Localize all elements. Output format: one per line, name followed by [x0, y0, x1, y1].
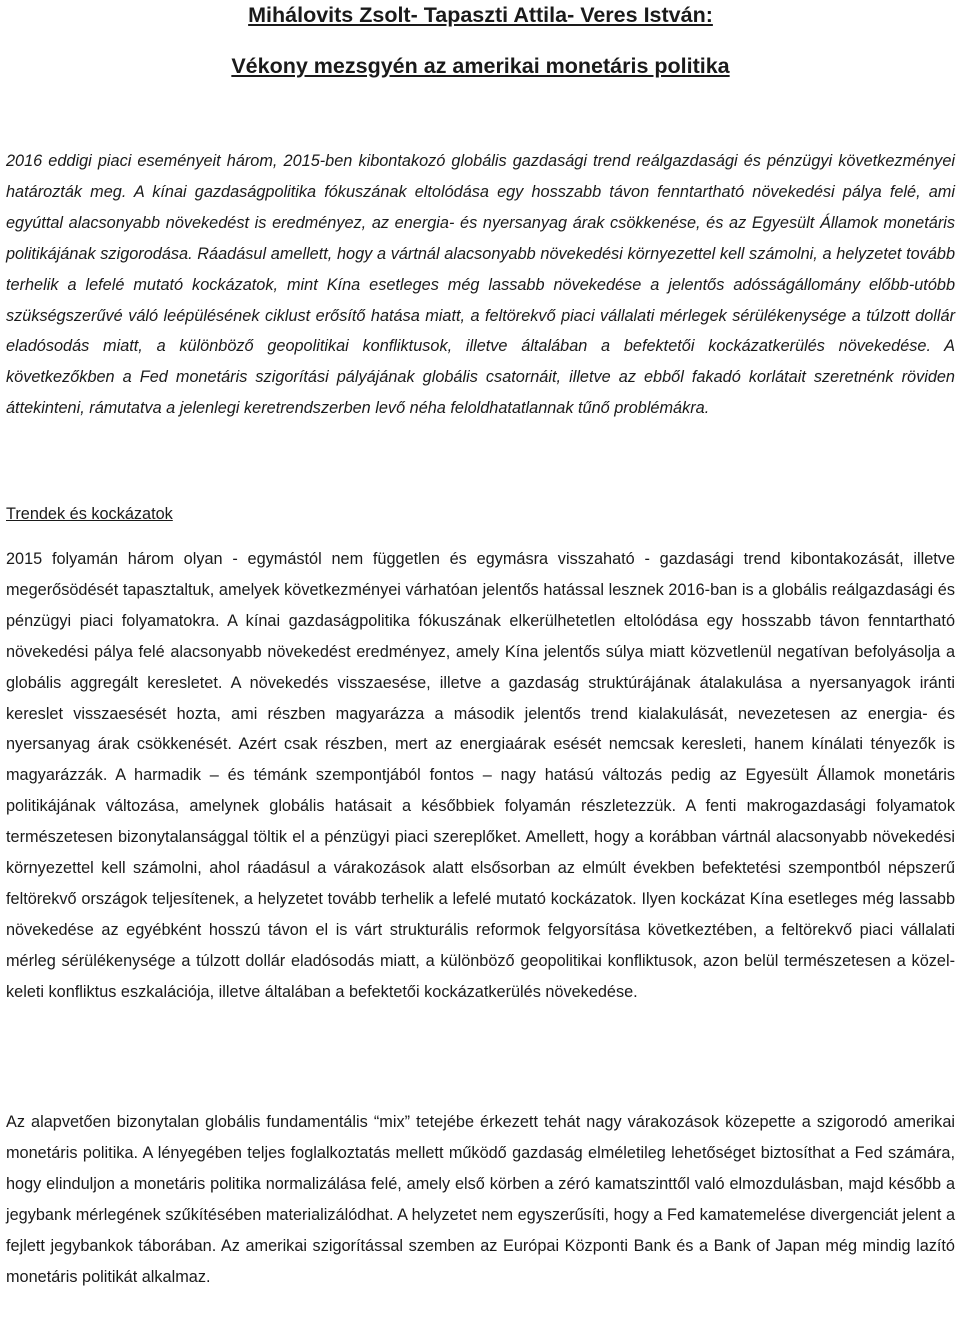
abstract-paragraph: 2016 eddigi piaci eseményeit három, 2015-ben kibontakozó globális gazdasági trend reálgazdasági és pénzügyi következményei határozták meg. A kínai gazdaságpolitika fókuszának eltolódása egy hosszabb távon fenntartható növekedési pálya felé, ami egyúttal alacsonyabb növekedést is eredményez, az energia- és nyersanyag árak csökkenése, és az Egyesült Államok monetáris politikájának szigorodása. Ráadásul amellett, hogy a vártnál alacsonyabb növekedési környezettel kell számolni, a helyzetet tovább terhelik a lefelé mutató kockázatok, mint Kína esetleges még lassabb növekedése a jelentős adósságállomány előbb-utóbb szükségszerűvé váló leépülésének ciklust erősítő hatása miatt, a feltörekvő piaci vállalati mérlegek sérülékenysége a túlzott dollár eladósodás miatt, a különböző geopolitikai konfliktusok, illetve általában a befektetői kockázatkerülés növekedése. A következőkben a Fed monetáris szigorítási pályájának globális csatornáit, illetve az ebből fakadó korlátait szeretnénk röviden áttekinteni, rámutatva a jelenlegi keretrendszerben levő néha feloldhatatlannak tűnő problémákra.	[6, 152, 955, 418]
title-authors: Mihálovits Zsolt- Tapaszti Attila- Veres István:	[248, 3, 713, 27]
document-title: Vékony mezsgyén az amerikai monetáris politika	[231, 54, 730, 78]
body-paragraph-2: Az alapvetően bizonytalan globális fundamentális “mix” tetejébe érkezett tehát nagy várakozások közepette a szigorodó amerikai monetáris politika. A lényegében teljes foglalkoztatás mellett működő gazdaság elméletileg lehetőséget biztosíthat a Fed számára, hogy elinduljon a monetáris politika normalizálása felé, amely első körben a zéró kamatszinttől való elmozdulásban, majd később a jegybank mérlegének szűkítésében materializálódhat. A helyzetet nem egyszerűsíti, hogy a Fed kamatemelése divergenciát jelent a fejlett jegybankok táborában. Az amerikai szigorítással szemben az Európai Központi Bank és a Bank of Japan még mindig lazító monetáris politikát alkalmaz.	[6, 1113, 955, 1286]
section-heading: Trendek és kockázatok	[6, 505, 173, 523]
body-paragraph-1: 2015 folyamán három olyan - egymástól nem független és egymásra visszaható - gazdasági trend kibontakozását, illetve megerősödését tapasztaltuk, amelyek következményei várhatóan jelentős hatással lesznek 2016-ban is a globális reálgazdasági és pénzügyi piaci folyamatokra. A kínai gazdaságpolitika fókuszának elkerülhetetlen eltolódása egy hosszabb távon fenntartható növekedési pálya felé alacsonyabb növekedést eredményez, amely Kína jelentős súlya miatt közvetlenül negatívan befolyásolja a globális aggregált keresletet. A növekedés visszaesése, illetve a gazdaság struktúrájának átalakulása a nyersanyagok iránti kereslet visszaesését hozta, ami részben magyarázza a második jelentős trend kialakulását, nevezetesen az energia- és nyersanyag árak csökkenését. Azért csak részben, mert az energiaárak esését nemcsak keresleti, hanem kínálati tényezők is magyarázzák. A harmadik – és témánk szempontjából fontos – nagy hatású változás pedig az Egyesült Államok monetáris politikájának változása, amelynek globális hatásait a későbbiek folyamán részletezzük. A fenti makrogazdasági folyamatok természetesen bizonytalansággal töltik el a pénzügyi piaci szereplőket. Amellett, hogy a korábban vártnál alacsonyabb növekedési környezettel kell számolni, ahol ráadásul a várakozások alatt elsősorban az elmúlt években befektetési szempontból népszerű feltörekvő országok teljesítenek, a helyzetet tovább terhelik a lefelé mutató kockázatok. Ilyen kockázat Kína esetleges még lassabb növekedése az egyébként hosszú távon el is várt strukturális reformok felgyorsítása következtében, a feltörekvő piaci vállalati mérleg sérülékenysége a túlzott dollár eladósodás miatt, a különböző geopolitikai konfliktusok, azon belül természetesen a közel-keleti konfliktus eszkalációja, illetve általában a befektetői kockázatkerülés növekedése.	[6, 550, 955, 1001]
